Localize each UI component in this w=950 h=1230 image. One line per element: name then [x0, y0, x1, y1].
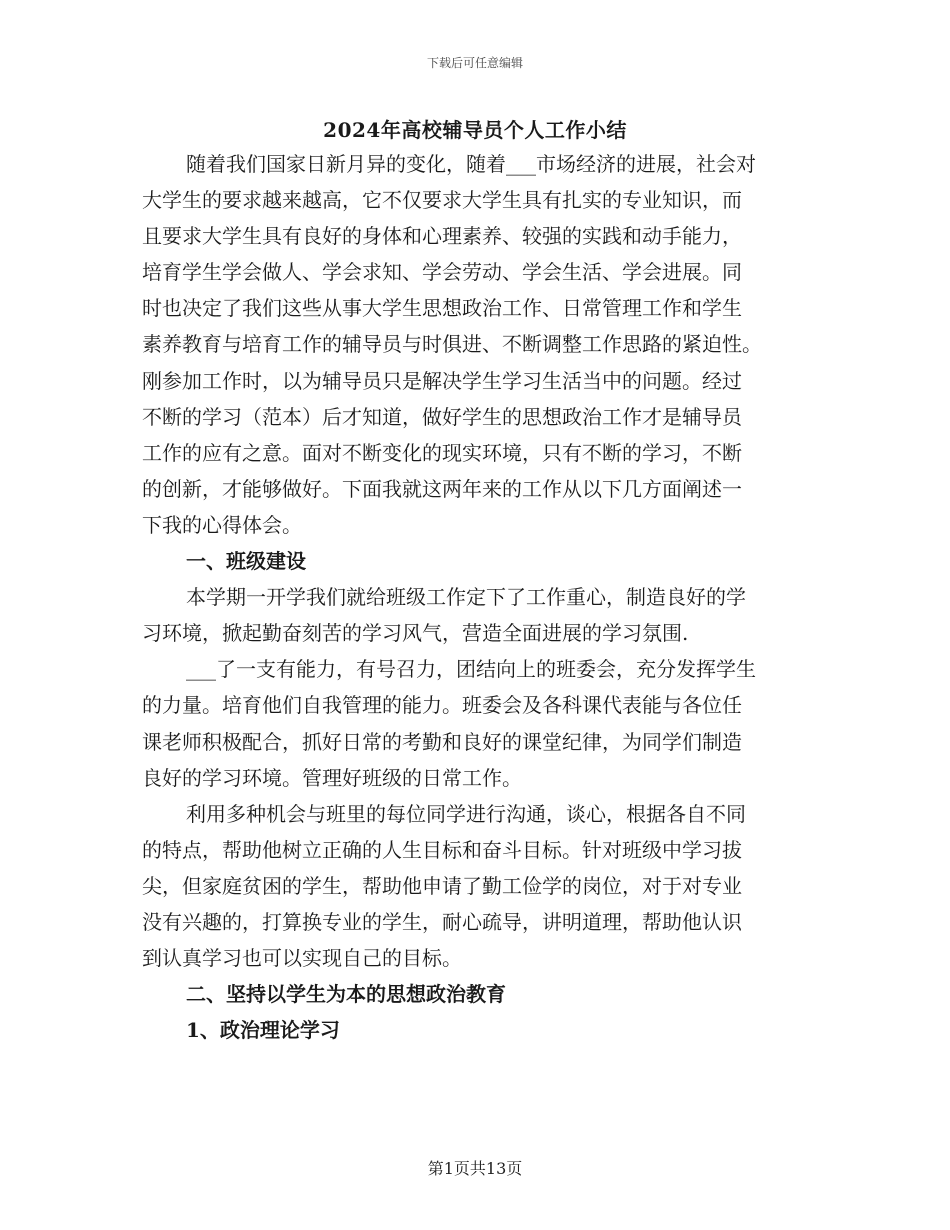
document-title: 2024年高校辅导员个人工作小结	[323, 118, 627, 142]
text-line: 素养教育与培育工作的辅导员与时俱进、不断调整工作思路的紧迫性。	[142, 332, 762, 357]
text-line: 且要求大学生具有良好的身体和心理素养、较强的实践和动手能力，	[142, 224, 742, 249]
page-number-footer: 第1页共13页	[427, 1159, 523, 1178]
text-line: 的创新，才能够做好。下面我就这两年来的工作从以下几方面阐述一	[142, 476, 742, 501]
section-heading: 二、坚持以学生为本的思想政治教育	[186, 982, 506, 1007]
text-line: 的力量。培育他们自我管理的能力。班委会及各科课代表能与各位任	[142, 693, 742, 718]
text-line: 不断的学习（范本）后才知道，做好学生的思想政治工作才是辅导员	[142, 404, 742, 429]
text-line: 下我的心得体会。	[142, 512, 302, 537]
text-line: ___了一支有能力，有号召力，团结向上的班委会，充分发挥学生	[186, 657, 756, 682]
document-body	[142, 146, 808, 1048]
text-line: 习环境，掀起勤奋刻苦的学习风气，营造全面进展的学习氛围.	[142, 621, 689, 646]
text-line: 本学期一开学我们就给班级工作定下了工作重心，制造良好的学	[186, 585, 746, 610]
text-line: 大学生的要求越来越高，它不仅要求大学生具有扎实的专业知识，而	[142, 188, 742, 213]
text-line: 课老师积极配合，抓好日常的考勤和良好的课堂纪律，为同学们制造	[142, 729, 742, 754]
text-line: 良好的学习环境。管理好班级的日常工作。	[142, 765, 522, 790]
text-line: 工作的应有之意。面对不断变化的现实环境，只有不断的学习，不断	[142, 440, 742, 465]
subsection-heading: 1、政治理论学习	[186, 1018, 340, 1043]
text-line: 刚参加工作时，以为辅导员只是解决学生学习生活当中的问题。经过	[142, 368, 742, 393]
text-line: 时也决定了我们这些从事大学生思想政治工作、日常管理工作和学生	[142, 296, 742, 321]
page-header: 下载后可任意编辑	[426, 56, 523, 70]
text-line: 培育学生学会做人、学会求知、学会劳动、学会生活、学会进展。同	[142, 260, 742, 285]
section-heading: 一、班级建设	[186, 549, 306, 574]
text-line: 利用多种机会与班里的每位同学进行沟通，谈心，根据各自不同	[186, 801, 746, 826]
text-line: 没有兴趣的，打算换专业的学生，耐心疏导，讲明道理，帮助他认识	[142, 909, 742, 934]
text-line: 尖，但家庭贫困的学生，帮助他申请了勤工俭学的岗位，对于对专业	[142, 873, 742, 898]
text-line: 到认真学习也可以实现自己的目标。	[142, 946, 462, 971]
text-line: 随着我们国家日新月异的变化，随着___市场经济的进展，社会对	[186, 152, 756, 176]
text-line: 的特点，帮助他树立正确的人生目标和奋斗目标。针对班级中学习拔	[142, 837, 742, 862]
